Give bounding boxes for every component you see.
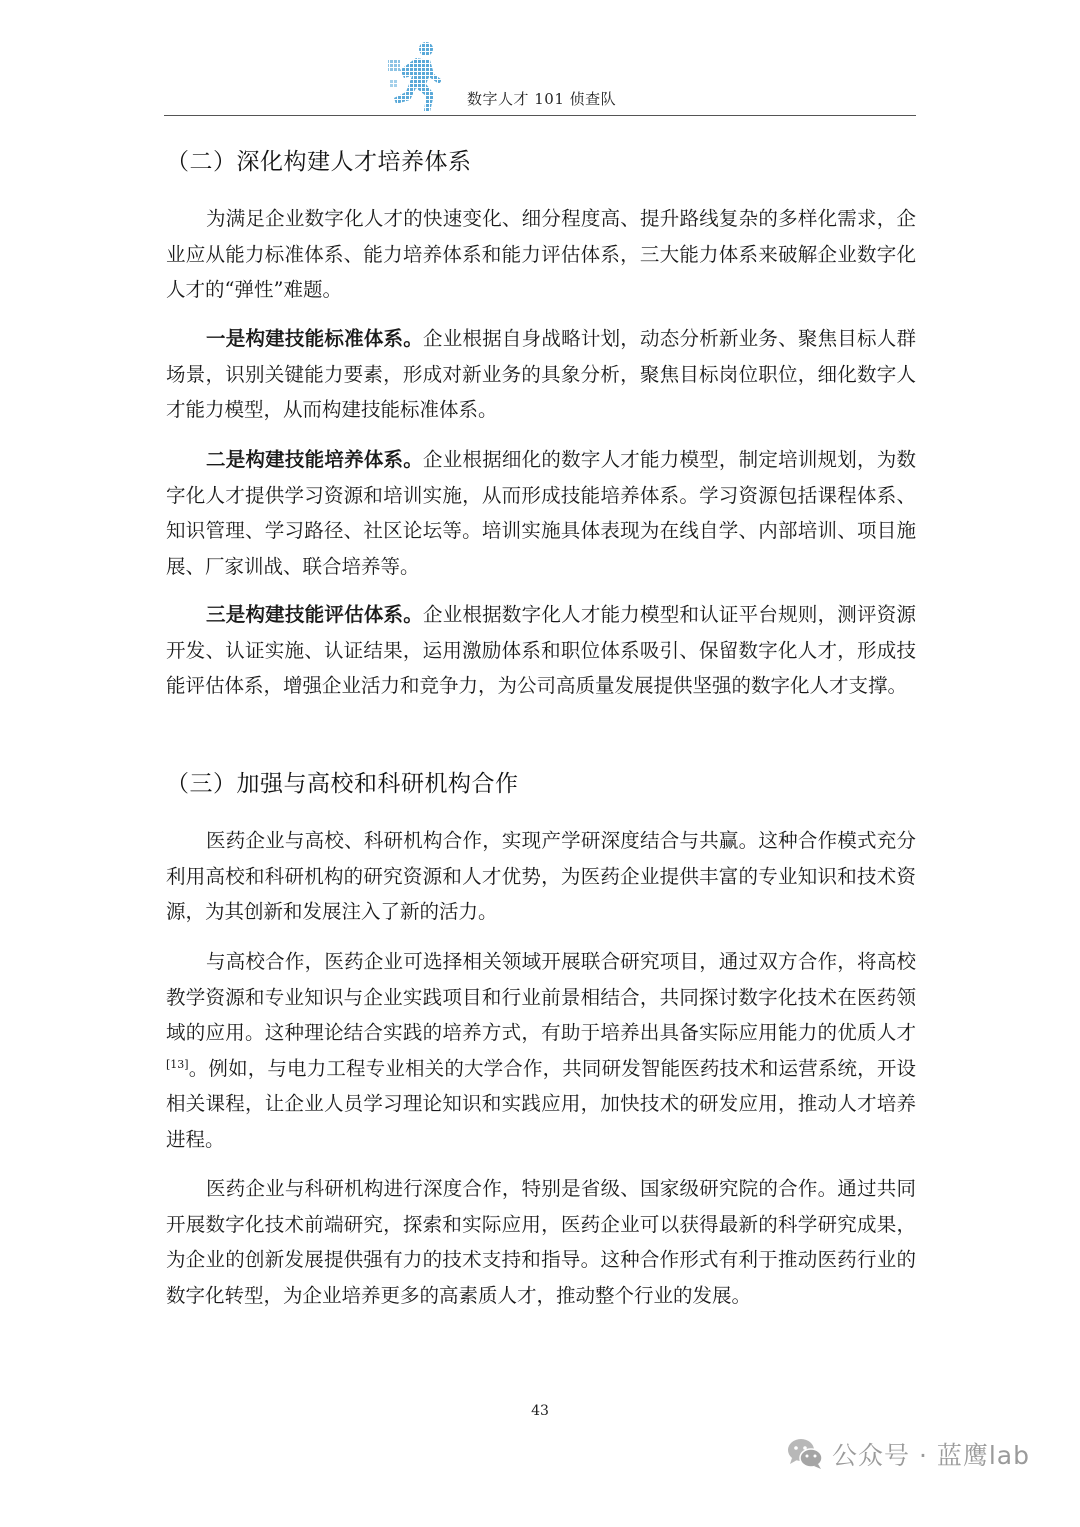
paragraph-lead: 一是构建技能标准体系。 [206,327,424,350]
paragraph-lead: 三是构建技能评估体系。 [206,603,424,626]
header-divider [164,115,916,116]
watermark-text: 公众号 · 蓝鹰lab [832,1441,1030,1470]
section-heading-3: （三）加强与高校和科研机构合作 [166,771,519,797]
paragraph: 医药企业与科研机构进行深度合作，特别是省级、国家级研究院的合作。通过共同开展数字化技术前端研究，探索和实际应用，医药企业可以获得最新的科学研究成果，为企业的创新发展提供强有力的技术支持和指导。这种合作形式有利于推动医药行业的数字化转型，为企业培养更多的高素质人才，推动整个行业的发展。 [166,1177,916,1307]
paragraph: 与高校合作，医药企业可选择相关领域开展联合研究项目，通过双方合作，将高校教学资源和专业知识与企业实践项目和行业前景相结合，共同探讨数字化技术在医药领域的应用。这种理论结合实践的培养方式，有助于培养出具备实际应用能力的优质人才[13]。例如，与电力工程专业相关的大学合作，共同研发智能医药技术和运营系统，开设相关课程，让企业人员学习理论知识和实践应用，加快技术的研发应用，推动人才培养进程。 [166,950,916,1151]
watermark [786,1434,1056,1474]
paragraph-lead: 二是构建技能培养体系。 [206,448,424,471]
citation-ref[interactable]: [13] [166,1057,189,1071]
page-number: 43 [531,1403,549,1419]
wechat-icon [786,1437,824,1471]
paragraph: 三是构建技能评估体系。企业根据数字化人才能力模型和认证平台规则，测评资源开发、认证实施、认证结果，运用激励体系和职位体系吸引、保留数字化人才，形成技能评估体系，增强企业活力和竞争力，为公司高质量发展提供坚强的数字化人才支撑。 [166,603,916,697]
section-heading-2: （二）深化构建人才培养体系 [166,149,472,175]
running-figure-logo [386,40,446,116]
paragraph: 医药企业与高校、科研机构合作，实现产学研深度结合与共赢。这种合作模式充分利用高校和科研机构的研究资源和人才优势，为医药企业提供丰富的专业知识和技术资源，为其创新和发展注入了新的活力。 [166,829,916,923]
paragraph: 为满足企业数字化人才的快速变化、细分程度高、提升路线复杂的多样化需求，企业应从能力标准体系、能力培养体系和能力评估体系，三大能力体系来破解企业数字化人才的“弹性”难题。 [166,207,916,301]
page-header [164,38,916,118]
header-title: 数字人才 101 侦查队 [467,90,617,108]
paragraph: 二是构建技能培养体系。企业根据细化的数字人才能力模型，制定培训规划，为数字化人才提供学习资源和培训实施，从而形成技能培养体系。学习资源包括课程体系、知识管理、学习路径、社区论坛等。培训实施具体表现为在线自学、内部培训、项目施展、厂家训战、联合培养等。 [166,448,916,578]
paragraph: 一是构建技能标准体系。企业根据自身战略计划，动态分析新业务、聚焦目标人群场景，识别关键能力要素，形成对新业务的具象分析，聚焦目标岗位职位，细化数字人才能力模型，从而构建技能标准体系。 [166,327,916,421]
